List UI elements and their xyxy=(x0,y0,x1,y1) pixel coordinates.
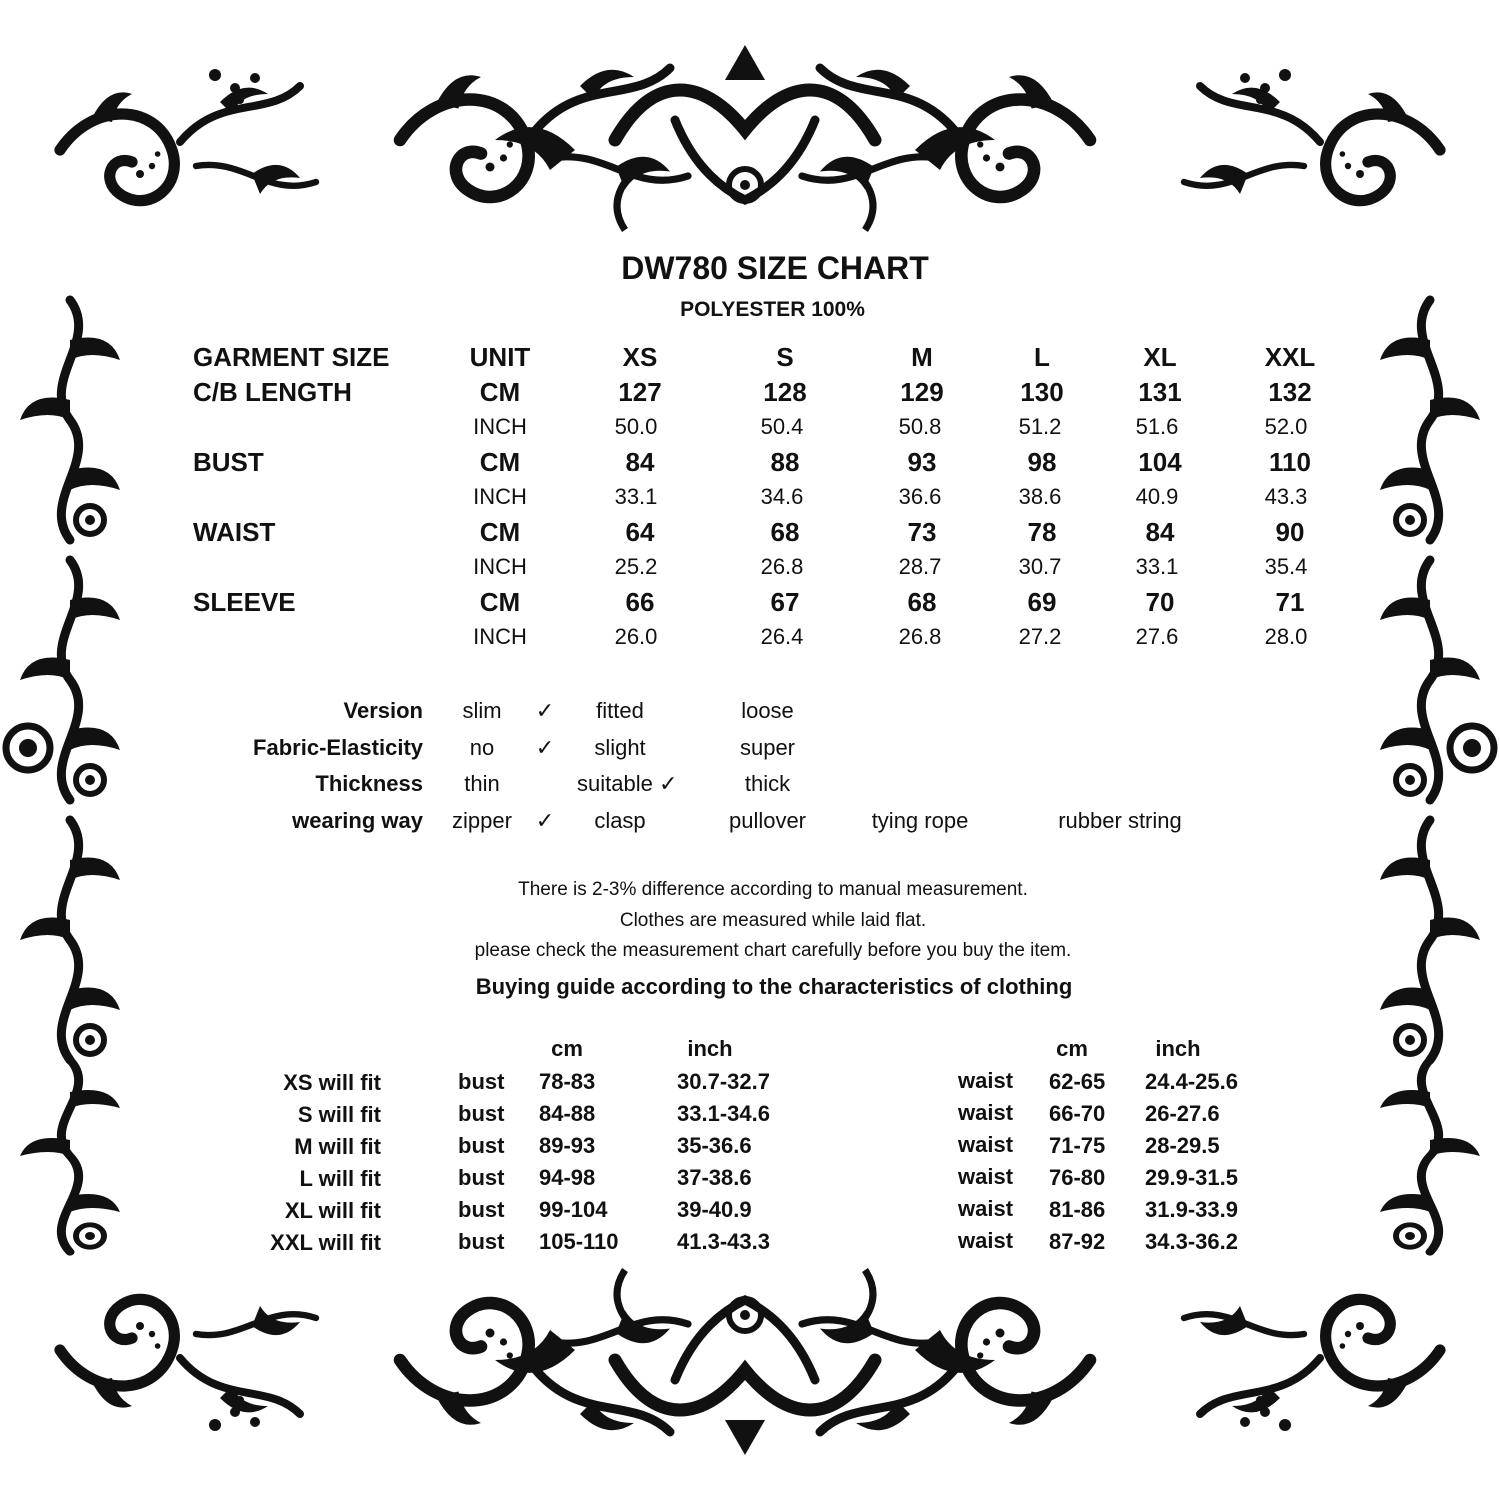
header-garment-size: GARMENT SIZE xyxy=(193,342,390,372)
attr-option: thin xyxy=(464,771,500,796)
buying-guide-title: Buying guide according to the characteristics of clothing xyxy=(475,974,1073,999)
attr-option-checked: suitable ✓ xyxy=(577,771,678,796)
unit-inch: INCH xyxy=(473,554,527,579)
attr-option: thick xyxy=(744,771,791,796)
attr-label-version: Version xyxy=(343,698,423,723)
header-unit: UNIT xyxy=(469,342,531,372)
guide-waist-inch: 24.4-25.6 xyxy=(1145,1069,1238,1094)
inch-value: 26.0 xyxy=(614,624,658,649)
unit-cm: CM xyxy=(479,587,521,617)
attr-label-fabric-elasticity: Fabric-Elasticity xyxy=(253,735,423,760)
unit-cm: CM xyxy=(479,517,521,547)
cm-value: 88 xyxy=(770,447,800,477)
cm-value: 129 xyxy=(900,377,944,407)
inch-value: 27.2 xyxy=(1018,624,1062,649)
inch-value: 35.4 xyxy=(1264,554,1308,579)
chart-title: DW780 SIZE CHART xyxy=(621,250,929,286)
guide-waist-inch: 28-29.5 xyxy=(1145,1133,1220,1158)
unit-inch: INCH xyxy=(473,414,527,439)
guide-bust-inch: 39-40.9 xyxy=(677,1197,752,1222)
cm-value: 70 xyxy=(1145,587,1175,617)
inch-value: 50.8 xyxy=(898,414,942,439)
guide-header-inch: inch xyxy=(687,1036,733,1061)
cm-value: 69 xyxy=(1027,587,1057,617)
guide-fit-label: S will fit xyxy=(297,1102,381,1127)
cm-value: 130 xyxy=(1020,377,1064,407)
guide-bust-inch: 35-36.6 xyxy=(677,1133,752,1158)
inch-value: 33.1 xyxy=(1135,554,1179,579)
cm-value: 68 xyxy=(907,587,937,617)
header-size-xs: XS xyxy=(622,342,658,372)
guide-bust-label: bust xyxy=(458,1133,505,1158)
guide-waist-label: waist xyxy=(958,1228,1014,1253)
attr-label-wearing-way: wearing way xyxy=(292,808,423,833)
cm-value: 73 xyxy=(907,517,937,547)
guide-bust-cm: 89-93 xyxy=(539,1133,596,1158)
note-line: please check the measurement chart carefully before you buy the item. xyxy=(474,940,1072,961)
row-label-cb-length: C/B LENGTH xyxy=(193,377,352,407)
cm-value: 68 xyxy=(770,517,800,547)
attr-option: slim xyxy=(462,698,502,723)
attr-option: tying rope xyxy=(871,808,969,833)
cm-value: 66 xyxy=(625,587,655,617)
guide-bust-inch: 41.3-43.3 xyxy=(677,1229,770,1254)
guide-waist-cm: 71-75 xyxy=(1049,1133,1106,1158)
guide-waist-label: waist xyxy=(958,1100,1014,1125)
cm-value: 131 xyxy=(1138,377,1182,407)
attr-option: super xyxy=(739,735,796,760)
header-size-xl: XL xyxy=(1143,342,1177,372)
inch-value: 26.8 xyxy=(898,624,942,649)
guide-waist-inch: 29.9-31.5 xyxy=(1145,1165,1238,1190)
inch-value: 36.6 xyxy=(898,484,942,509)
attr-option: fitted xyxy=(596,698,644,723)
guide-waist-label: waist xyxy=(958,1068,1014,1093)
guide-waist-cm: 87-92 xyxy=(1049,1229,1106,1254)
inch-value: 34.6 xyxy=(760,484,804,509)
guide-bust-label: bust xyxy=(458,1229,505,1254)
note-line: Clothes are measured while laid flat. xyxy=(619,910,927,931)
inch-value: 38.6 xyxy=(1018,484,1062,509)
guide-waist-inch: 34.3-36.2 xyxy=(1145,1229,1238,1254)
guide-waist-inch: 31.9-33.9 xyxy=(1145,1197,1238,1222)
guide-bust-label: bust xyxy=(458,1101,505,1126)
guide-header-inch: inch xyxy=(1155,1036,1201,1061)
inch-value: 50.4 xyxy=(760,414,804,439)
guide-fit-label: XS will fit xyxy=(283,1070,381,1095)
cm-value: 104 xyxy=(1138,447,1182,477)
guide-header-cm: cm xyxy=(551,1036,583,1061)
guide-bust-cm: 99-104 xyxy=(539,1197,608,1222)
check-icon: ✓ xyxy=(535,698,555,723)
guide-header-cm: cm xyxy=(1056,1036,1088,1061)
attr-option: slight xyxy=(594,735,646,760)
row-label-bust: BUST xyxy=(193,447,264,477)
guide-waist-cm: 81-86 xyxy=(1049,1197,1106,1222)
fabric-subtitle: POLYESTER 100% xyxy=(680,298,865,321)
header-size-m: M xyxy=(911,342,933,372)
header-size-l: L xyxy=(1034,342,1050,372)
cm-value: 84 xyxy=(625,447,655,477)
inch-value: 27.6 xyxy=(1135,624,1179,649)
row-label-sleeve: SLEEVE xyxy=(193,587,296,617)
row-label-waist: WAIST xyxy=(193,517,276,547)
inch-value: 26.4 xyxy=(760,624,804,649)
guide-bust-label: bust xyxy=(458,1069,505,1094)
guide-bust-label: bust xyxy=(458,1197,505,1222)
inch-value: 30.7 xyxy=(1018,554,1062,579)
attr-option: no xyxy=(469,735,495,760)
unit-inch: INCH xyxy=(473,624,527,649)
attr-option: clasp xyxy=(594,808,646,833)
inch-value: 43.3 xyxy=(1264,484,1308,509)
guide-bust-inch: 30.7-32.7 xyxy=(677,1069,770,1094)
cm-value: 71 xyxy=(1275,587,1305,617)
guide-fit-label: XXL will fit xyxy=(270,1230,381,1255)
attr-option: rubber string xyxy=(1058,808,1182,833)
cm-value: 127 xyxy=(618,377,662,407)
guide-waist-cm: 62-65 xyxy=(1049,1069,1106,1094)
unit-cm: CM xyxy=(479,447,521,477)
cm-value: 67 xyxy=(770,587,800,617)
note-line: There is 2-3% difference according to manual measurement. xyxy=(518,879,1028,900)
guide-waist-cm: 66-70 xyxy=(1049,1101,1106,1126)
inch-value: 51.6 xyxy=(1135,414,1179,439)
attr-option: zipper xyxy=(452,808,512,833)
guide-waist-inch: 26-27.6 xyxy=(1145,1101,1220,1126)
attr-label-thickness: Thickness xyxy=(315,771,423,796)
guide-bust-inch: 33.1-34.6 xyxy=(677,1101,770,1126)
guide-bust-inch: 37-38.6 xyxy=(677,1165,752,1190)
cm-value: 128 xyxy=(763,377,807,407)
header-size-s: S xyxy=(776,342,794,372)
cm-value: 64 xyxy=(625,517,655,547)
cm-value: 78 xyxy=(1027,517,1057,547)
cm-value: 84 xyxy=(1145,517,1175,547)
cm-value: 98 xyxy=(1027,447,1057,477)
guide-bust-cm: 78-83 xyxy=(539,1069,596,1094)
inch-value: 28.0 xyxy=(1264,624,1308,649)
guide-waist-label: waist xyxy=(958,1164,1014,1189)
unit-inch: INCH xyxy=(473,484,527,509)
check-icon: ✓ xyxy=(535,735,555,760)
unit-cm: CM xyxy=(479,377,521,407)
cm-value: 110 xyxy=(1269,447,1311,477)
header-size-xxl: XXL xyxy=(1264,342,1316,372)
cm-value: 93 xyxy=(907,447,937,477)
inch-value: 33.1 xyxy=(614,484,658,509)
inch-value: 51.2 xyxy=(1018,414,1062,439)
check-icon: ✓ xyxy=(535,808,555,833)
guide-fit-label: M will fit xyxy=(294,1134,381,1159)
inch-value: 50.0 xyxy=(614,414,658,439)
guide-waist-label: waist xyxy=(958,1196,1014,1221)
guide-fit-label: L will fit xyxy=(299,1166,381,1191)
inch-value: 40.9 xyxy=(1135,484,1179,509)
guide-fit-label: XL will fit xyxy=(284,1198,381,1223)
inch-value: 52.0 xyxy=(1264,414,1308,439)
guide-waist-label: waist xyxy=(958,1132,1014,1157)
attr-option: pullover xyxy=(728,808,807,833)
guide-waist-cm: 76-80 xyxy=(1049,1165,1106,1190)
guide-bust-cm: 94-98 xyxy=(539,1165,596,1190)
cm-value: 132 xyxy=(1268,377,1312,407)
inch-value: 28.7 xyxy=(898,554,942,579)
attr-option: loose xyxy=(741,698,794,723)
guide-bust-cm: 84-88 xyxy=(539,1101,596,1126)
inch-value: 25.2 xyxy=(614,554,658,579)
inch-value: 26.8 xyxy=(760,554,804,579)
guide-bust-cm: 105-110 xyxy=(539,1229,619,1254)
cm-value: 90 xyxy=(1275,517,1305,547)
guide-bust-label: bust xyxy=(458,1165,505,1190)
